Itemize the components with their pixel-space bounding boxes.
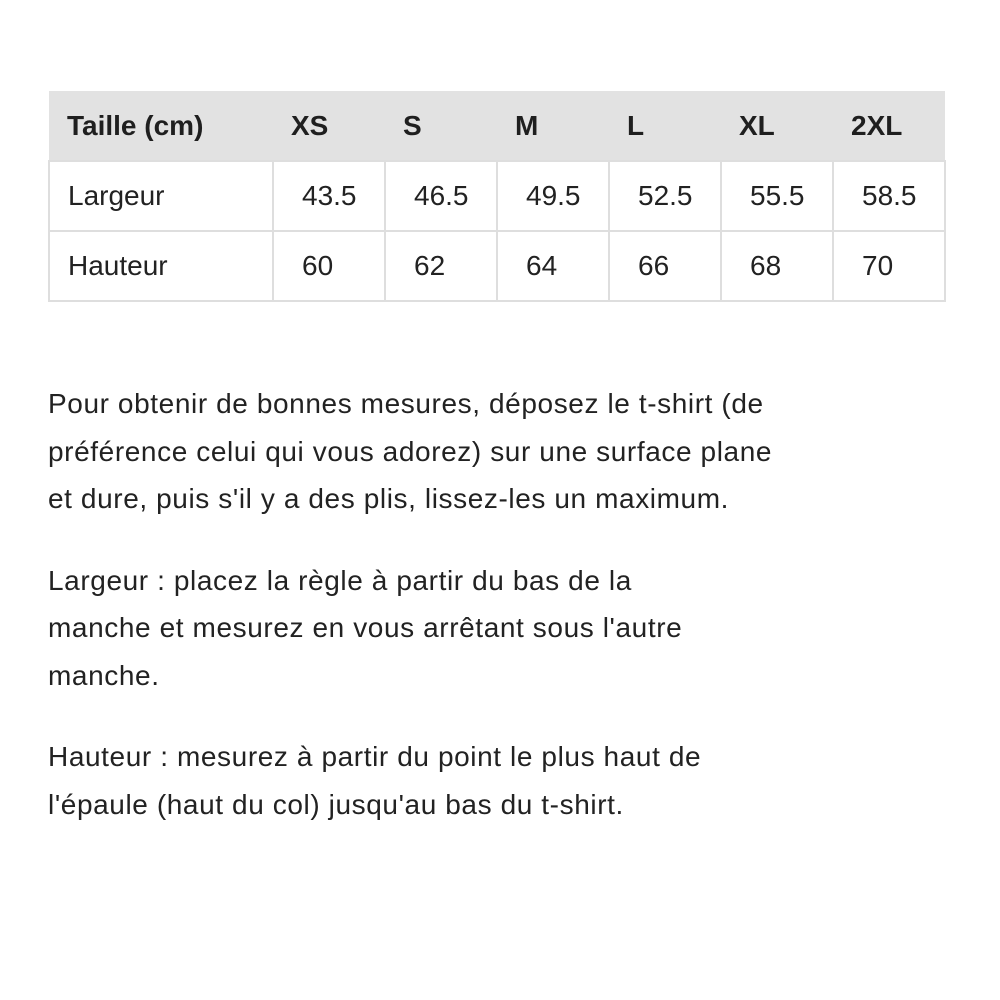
- height-paragraph: [48, 733, 958, 828]
- width-line: Largeur : placez la règle à partir du bas de la: [48, 564, 632, 596]
- size-chart-body: [49, 161, 945, 301]
- width-paragraph: [48, 557, 958, 700]
- size-2xl: 2XL: [833, 91, 945, 161]
- largeur-s: 46.5: [385, 161, 497, 231]
- size-l: L: [609, 91, 721, 161]
- largeur-2xl: 58.5: [833, 161, 945, 231]
- size-m: M: [497, 91, 609, 161]
- size-xs: XS: [273, 91, 385, 161]
- row-label-largeur: Largeur: [49, 161, 273, 231]
- header-label: Taille (cm): [49, 91, 273, 161]
- width-line: manche et mesurez en vous arrêtant sous l'autre: [48, 612, 683, 643]
- largeur-xl: 55.5: [721, 161, 833, 231]
- size-xl: XL: [721, 91, 833, 161]
- hauteur-m: 64: [497, 231, 609, 301]
- measurement-instructions: [48, 380, 958, 862]
- hauteur-l: 66: [609, 231, 721, 301]
- intro-line: et dure, puis s'il y a des plis, lissez-les un maximum.: [48, 483, 730, 514]
- intro-paragraph: [48, 380, 958, 523]
- width-line: manche.: [48, 659, 160, 691]
- hauteur-2xl: 70: [833, 231, 945, 301]
- height-line: Hauteur : mesurez à partir du point le plus haut de: [48, 741, 702, 772]
- intro-line: préférence celui qui vous adorez) sur une surface plane: [48, 435, 773, 467]
- header-row: [49, 91, 945, 161]
- size-s: S: [385, 91, 497, 161]
- row-label-hauteur: Hauteur: [49, 231, 273, 301]
- hauteur-xs: 60: [273, 231, 385, 301]
- size-chart-header: [49, 91, 945, 161]
- hauteur-xl: 68: [721, 231, 833, 301]
- size-chart-table: [48, 91, 946, 302]
- height-line: l'épaule (haut du col) jusqu'au bas du t-shirt.: [48, 788, 624, 820]
- hauteur-s: 62: [385, 231, 497, 301]
- largeur-l: 52.5: [609, 161, 721, 231]
- table-row-hauteur: [49, 231, 945, 301]
- intro-line: Pour obtenir de bonnes mesures, déposez le t-shirt (de: [48, 388, 764, 419]
- largeur-xs: 43.5: [273, 161, 385, 231]
- largeur-m: 49.5: [497, 161, 609, 231]
- table-row-largeur: [49, 161, 945, 231]
